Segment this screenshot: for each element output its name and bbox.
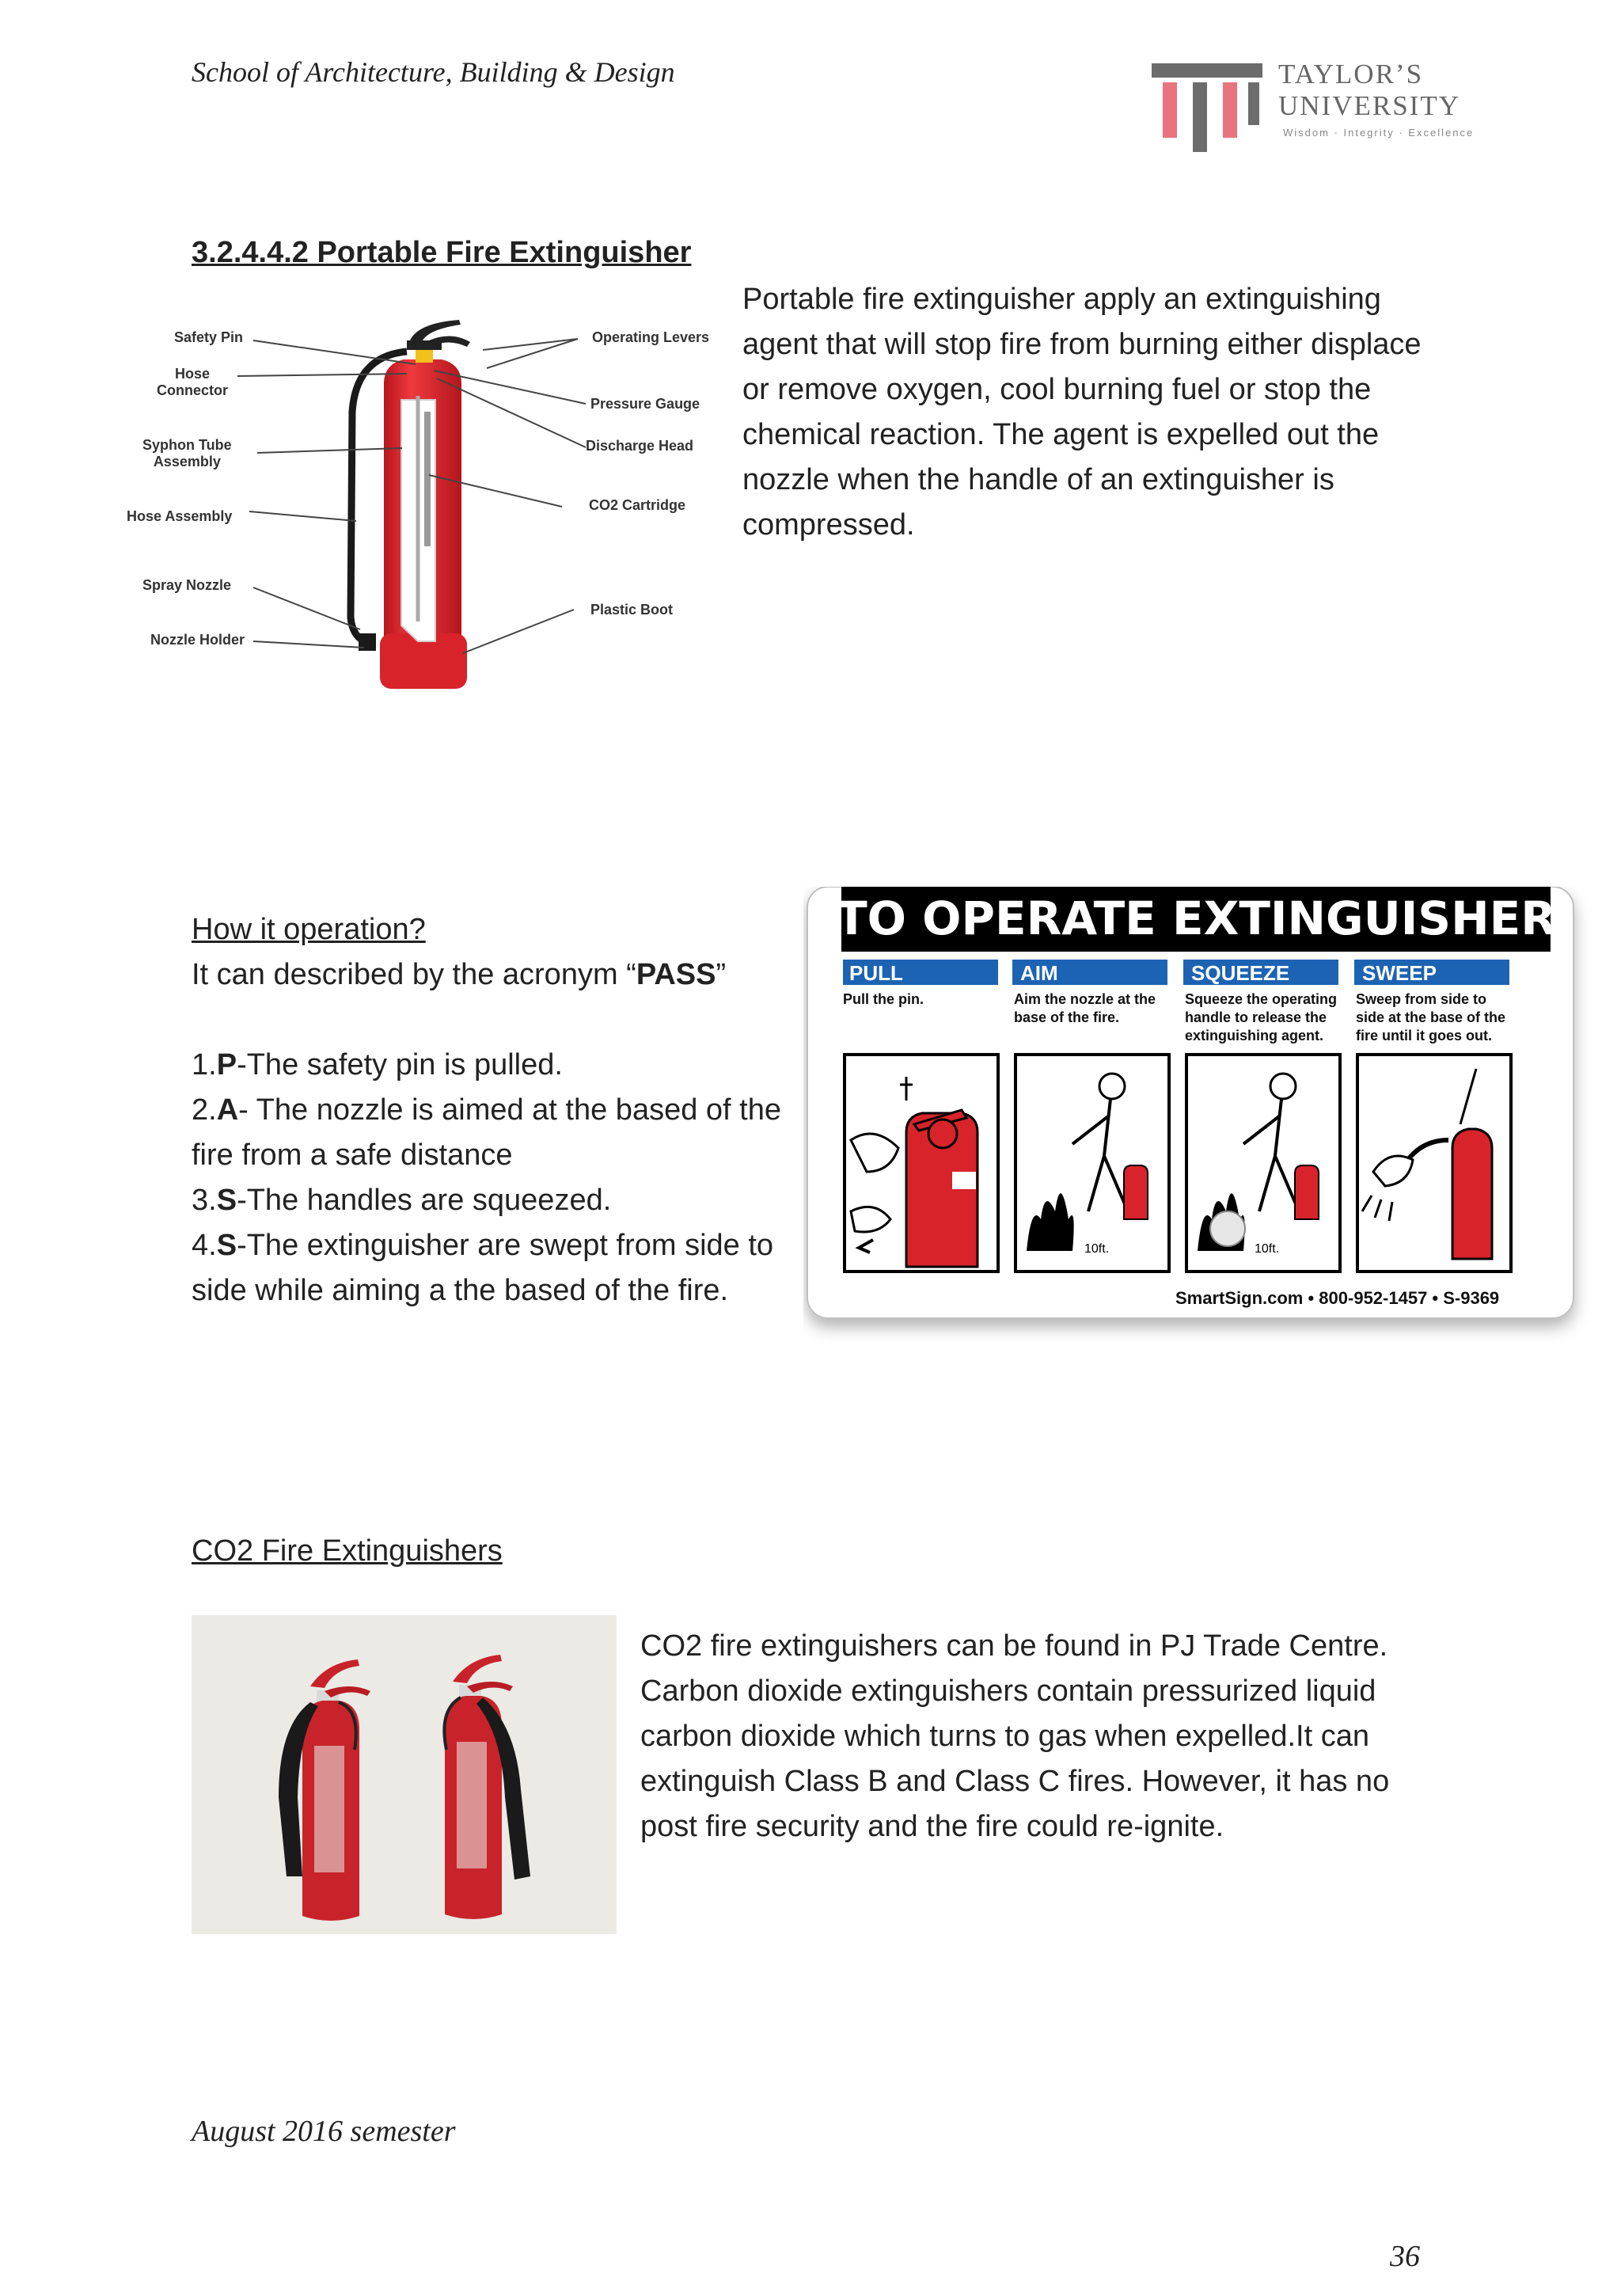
pass-explanation [192, 907, 793, 1313]
university-logo-name [1278, 59, 1460, 122]
pass-step-letter: S [216, 1184, 237, 1217]
label-co2-cartridge: CO2 Cartridge [589, 497, 686, 513]
logo-name-line1: TAYLOR’S [1278, 59, 1424, 89]
squeeze-distance-label: 10ft. [1255, 1242, 1280, 1256]
label-hose-connector-line2: Connector [157, 382, 228, 398]
university-logo-tagline: Wisdom · Integrity · Excellence [1283, 127, 1475, 139]
sign-title: TO OPERATE EXTINGUISHER [836, 891, 1556, 945]
operate-extinguisher-sign-graphic [803, 887, 1595, 1346]
pass-step [192, 1223, 793, 1313]
pass-acronym: PASS [636, 958, 716, 991]
pass-step-text: - The nozzle is aimed at the based of the fire from a safe distance [192, 1093, 781, 1172]
university-logo [1152, 59, 1524, 157]
pass-step-number: 2. [192, 1093, 217, 1127]
pass-step-letter: P [216, 1048, 237, 1081]
pass-description-prefix: It can described by the acronym “ [192, 958, 636, 991]
label-spray-nozzle: Spray Nozzle [142, 577, 232, 593]
co2-extinguishers-photo [192, 1615, 617, 1934]
label-syphon-tube-line2: Assembly [153, 454, 221, 469]
intro-paragraph: Portable fire extinguisher apply an extinguishing agent that will stop fire from burning either displace or remove oxygen, cool burning fuel or stop the chemical reaction. The agent is expelled out the nozzle when the handle of an extinguisher is compressed. [742, 283, 1422, 542]
pass-description-suffix: ” [716, 958, 727, 991]
pass-step-letter: A [216, 1093, 239, 1127]
pass-step-text: -The extinguisher are swept from side to side while aiming a the based of the fire. [192, 1229, 774, 1307]
label-discharge-head: Discharge Head [586, 438, 694, 454]
pass-step [192, 1043, 793, 1088]
label-nozzle-holder: Nozzle Holder [150, 632, 245, 648]
pass-step-number: 3. [192, 1184, 217, 1217]
sign-desc-squeeze-2: handle to release the [1185, 1009, 1327, 1025]
operate-extinguisher-sign [803, 887, 1595, 1346]
sign-desc-sweep-2: side at the base of the [1356, 1009, 1506, 1025]
extinguisher-diagram [119, 309, 728, 697]
pass-step-number: 4. [192, 1229, 217, 1262]
how-it-operation-heading: How it operation? [192, 913, 426, 946]
label-syphon-tube-line1: Syphon Tube [142, 437, 232, 453]
label-syphon-tube [142, 437, 232, 470]
logo-name-line2: UNIVERSITY [1278, 90, 1460, 121]
sign-desc-squeeze-3: extinguishing agent. [1185, 1028, 1324, 1043]
pass-description [192, 952, 793, 998]
label-hose-connector [157, 366, 228, 399]
school-name: School of Architecture, Building & Design [192, 56, 675, 88]
co2-paragraph: CO2 fire extinguishers can be found in PJ Trade Centre. Carbon dioxide extinguishers contain pressurized liquid carbon dioxide which turns to gas when expelled.It can extinguish Class B and Class C fires. However, it has no post fire security and the fire could re-ignite. [640, 1629, 1390, 1843]
sign-desc-aim-2: base of the fire. [1014, 1009, 1120, 1025]
co2-extinguishers-photo-drawing [192, 1615, 617, 1934]
pass-step-text: -The handles are squeezed. [237, 1184, 612, 1217]
pass-step [192, 1178, 793, 1223]
sign-label-pull: PULL [849, 961, 903, 985]
co2-heading: CO2 Fire Extinguishers [192, 1534, 503, 1568]
sign-desc-sweep-1: Sweep from side to [1356, 991, 1487, 1007]
label-hose-connector-line1: Hose [174, 366, 210, 382]
page-number: 36 [1390, 2240, 1420, 2273]
sign-footer: SmartSign.com • 800-952-1457 • S-9369 [1175, 1288, 1500, 1308]
aim-distance-label: 10ft. [1084, 1242, 1110, 1256]
label-operating-levers: Operating Levers [592, 329, 710, 345]
sign-desc-aim-1: Aim the nozzle at the [1014, 991, 1156, 1007]
section-heading: 3.2.4.4.2 Portable Fire Extinguisher [192, 236, 692, 269]
pass-step-number: 1. [192, 1048, 217, 1081]
pass-step-text: -The safety pin is pulled. [237, 1048, 563, 1081]
sign-desc-sweep-3: fire until it goes out. [1356, 1028, 1492, 1043]
label-plastic-boot: Plastic Boot [590, 602, 674, 618]
pass-step [192, 1088, 793, 1178]
sign-desc-pull: Pull the pin. [843, 991, 924, 1007]
university-logo-mark [1152, 59, 1270, 157]
label-safety-pin: Safety Pin [174, 329, 244, 345]
sign-label-squeeze: SQUEEZE [1191, 961, 1290, 985]
pass-step-letter: S [216, 1229, 237, 1262]
footer-semester: August 2016 semester [192, 2115, 456, 2148]
sign-label-sweep: SWEEP [1362, 961, 1437, 985]
label-pressure-gauge: Pressure Gauge [590, 396, 700, 412]
sign-label-aim: AIM [1020, 961, 1058, 985]
label-hose-assembly: Hose Assembly [127, 508, 233, 524]
sign-desc-squeeze-1: Squeeze the operating [1185, 991, 1338, 1007]
